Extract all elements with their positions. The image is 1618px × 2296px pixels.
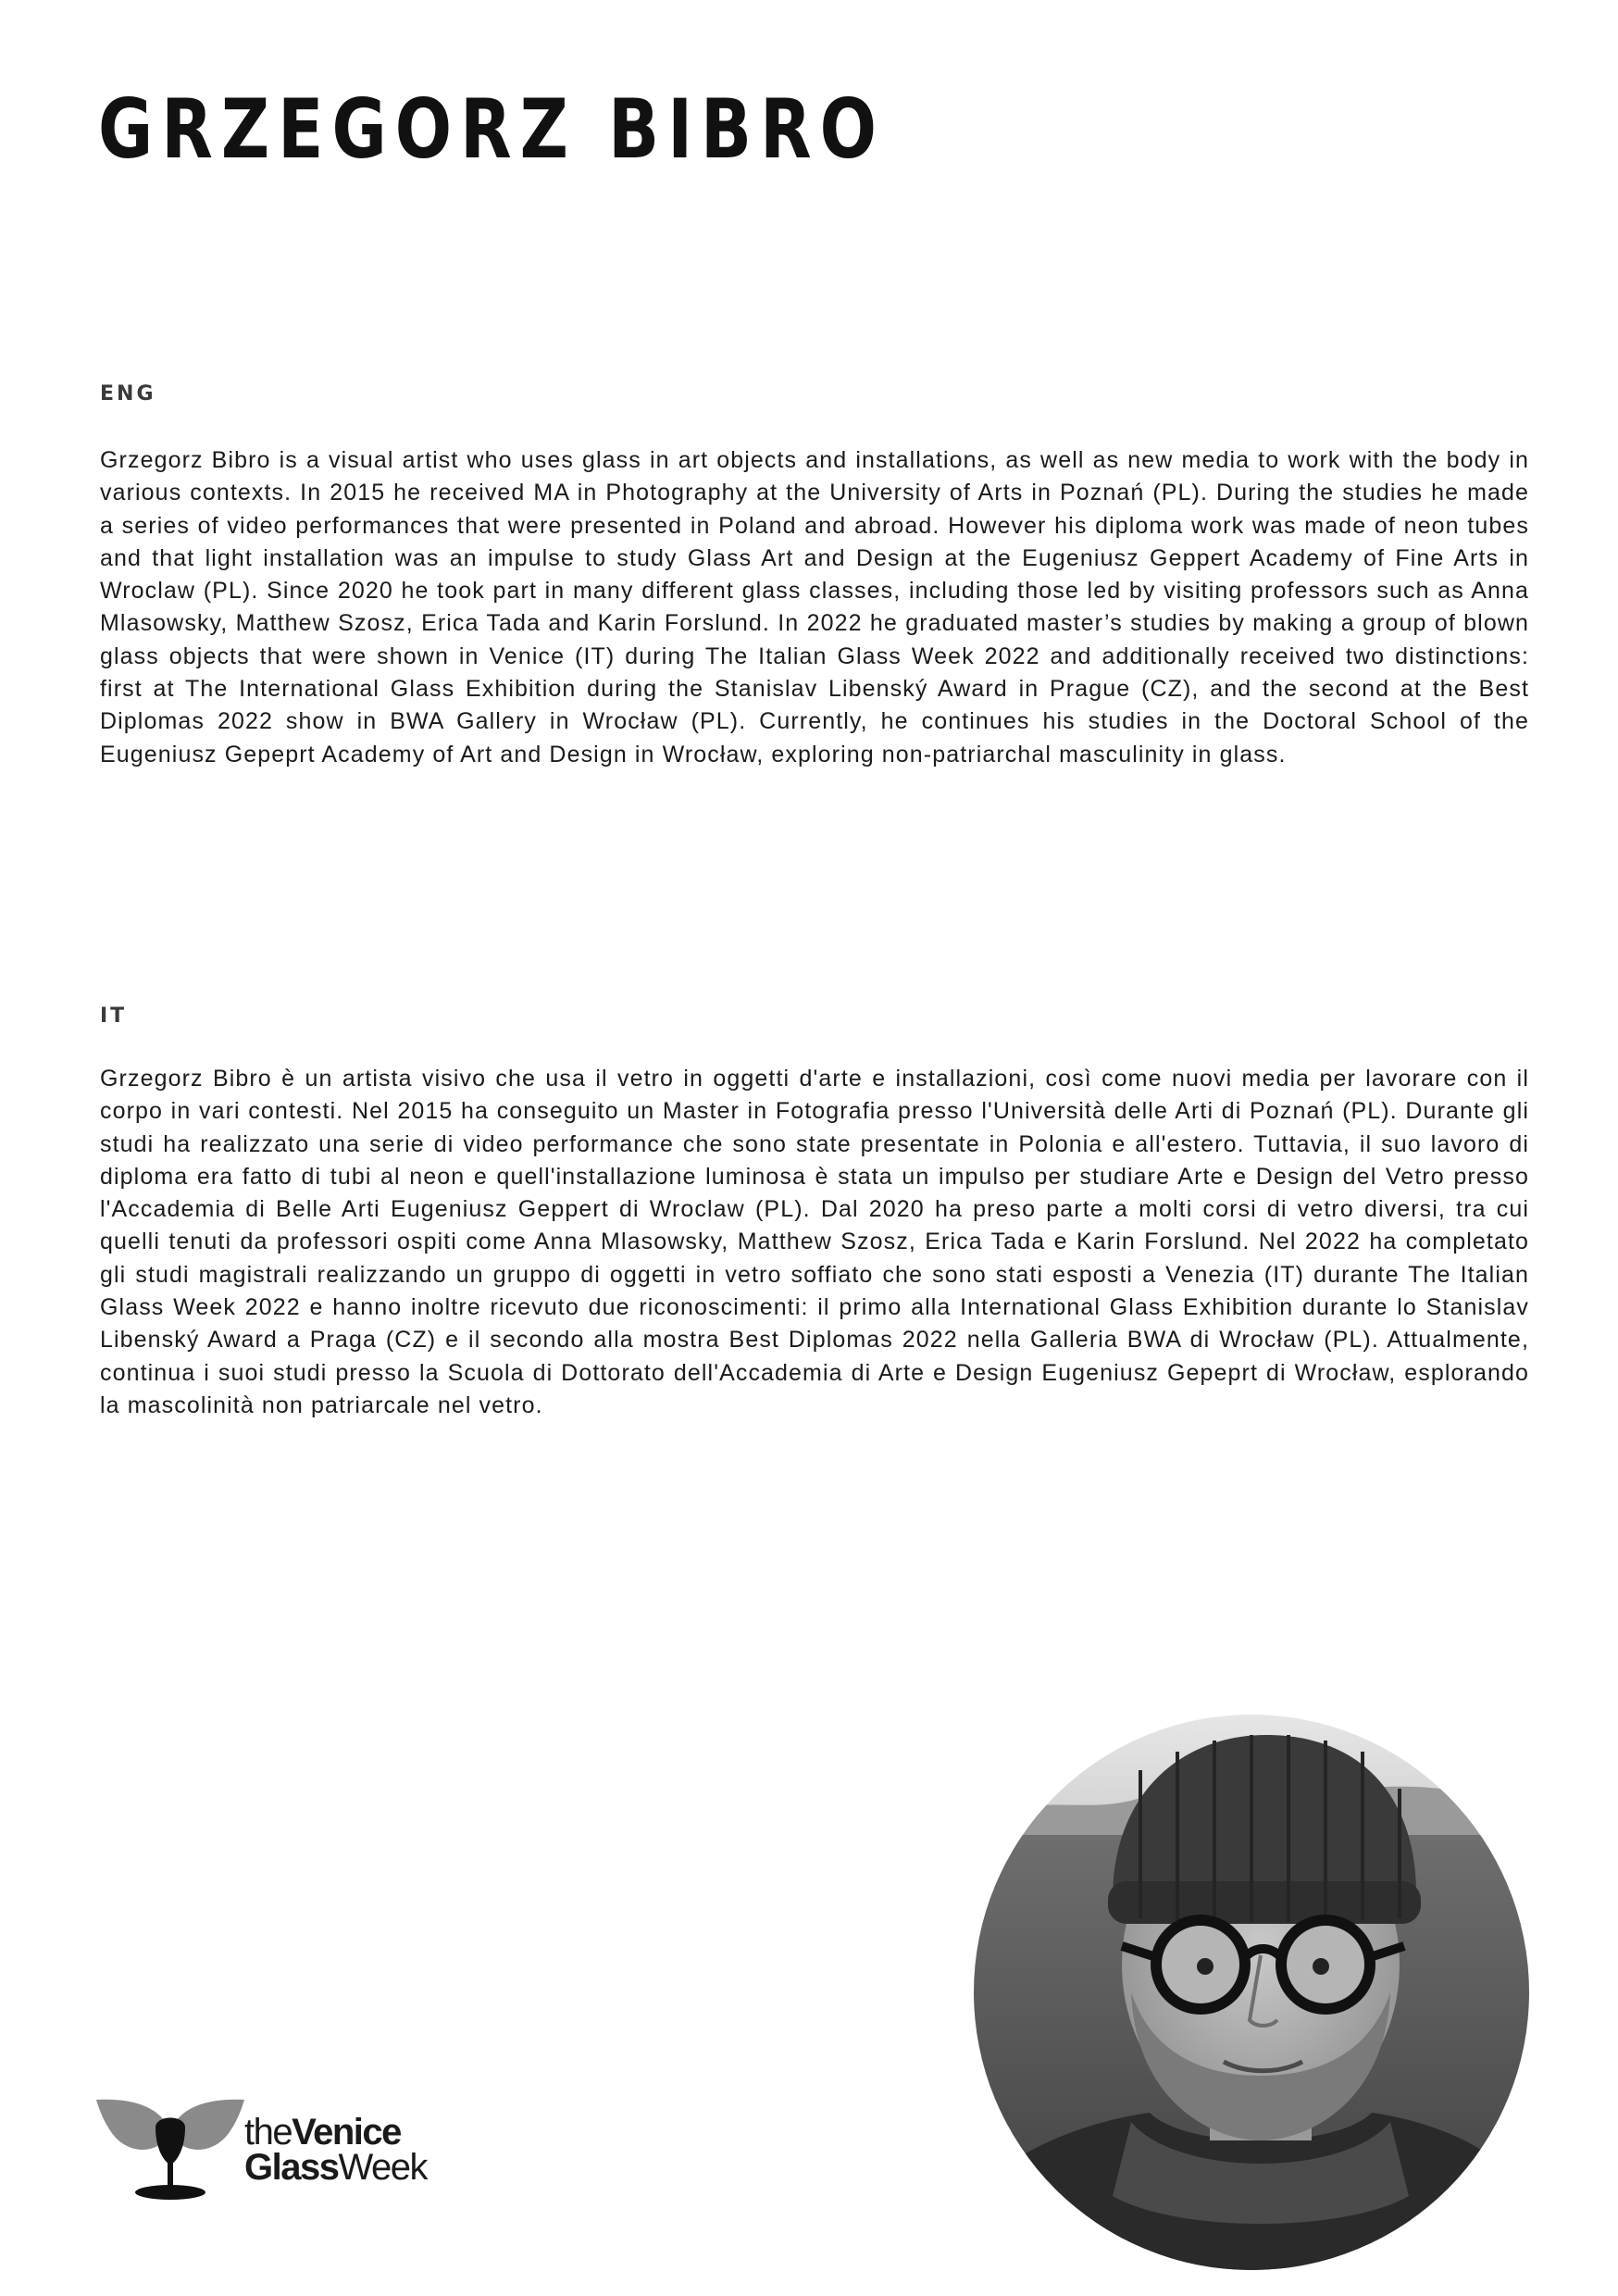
logo-line-2 [244, 2147, 427, 2188]
logo-wordmark [244, 2112, 427, 2188]
bio-text-eng: Grzegorz Bibro is a visual artist who uses glass in art objects and installations, as well as new media to work with the body in various contexts. In 2015 he received MA in Photography at the University of Arts in Poznań (PL). During the studies he made a series of video performances that were presented in Poland and abroad. However his diploma work was made of neon tubes and that light installation was an impulse to study Glass Art and Design at the Eugeniusz Geppert Academy of Fine Arts in Wroclaw (PL). Since 2020 he took part in many different glass classes, including those led by visiting professors such as Anna Mlasowsky, Matthew Szosz, Erica Tada and Karin Forslund. In 2022 he graduated master’s studies by making a group of blown glass objects that were shown in Venice (IT) during The Italian Glass Week 2022 and additionally received two distinctions: first at The International Glass Exhibition during the Stanislav Libenský Award in Prague (CZ), and the second at the Best Diplomas 2022 show in BWA Gallery in Wrocław (PL). Currently, he continues his studies in the Doctoral School of the Eugeniusz Gepeprt Academy of Art and Design in Wrocław, exploring non-patriarchal masculinity in glass. [100, 447, 1529, 767]
logo-word-the: the [244, 2112, 292, 2152]
artist-portrait-photo [974, 1715, 1529, 2270]
logo-word-venice: Venice [292, 2112, 401, 2152]
logo-line-1 [244, 2112, 427, 2152]
logo-word-week: Week [338, 2147, 427, 2188]
page-title: GRZEGORZ BIBRO [98, 81, 886, 177]
section-label-it: IT [100, 1004, 128, 1028]
logo-word-glass: Glass [244, 2147, 339, 2188]
bio-text-it: Grzegorz Bibro è un artista visivo che usa il vetro in oggetti d'arte e installazioni, così come nuovi media per lavorare con il corpo in vari contesti. Nel 2015 ha conseguito un Master in Fotografia presso l'Università delle Arti di Poznań (PL). Durante gli studi ha realizzato una serie di video performance che sono state presentate in Polonia e all'estero. Tuttavia, il suo lavoro di diploma era fatto di tubi al neon e quell'installazione luminosa è stata un impulso per studiare Arte e Design del Vetro presso l'Accademia di Belle Arti Eugeniusz Geppert di Wroclaw (PL). Dal 2020 ha preso parte a molti corsi di vetro diversi, tra cui quelli tenuti da professori ospiti come Anna Mlasowsky, Matthew Szosz, Erica Tada e Karin Forslund. Nel 2022 ha completato gli studi magistrali realizzando un gruppo di oggetti in vetro soffiato che sono stati esposti a Venezia (IT) durante The Italian Glass Week 2022 e hanno inoltre ricevuto due riconoscimenti: il primo alla International Glass Exhibition durante lo Stanislav Libenský Award a Praga (CZ) e il secondo alla mostra Best Diplomas 2022 nella Galleria BWA di Wrocław (PL). Attualmente, continua i suoi studi presso la Scuola di Dottorato dell'Accademia di Arte e Design Eugeniusz Gepeprt di Wrocław, esplorando la mascolinità non patriarcale nel vetro. [100, 1066, 1529, 1418]
section-label-eng: ENG [100, 382, 156, 406]
venice-glass-week-logo [96, 2094, 467, 2205]
glass-chalice-logo-icon [96, 2094, 244, 2205]
portrait-illustration [974, 1715, 1529, 2270]
